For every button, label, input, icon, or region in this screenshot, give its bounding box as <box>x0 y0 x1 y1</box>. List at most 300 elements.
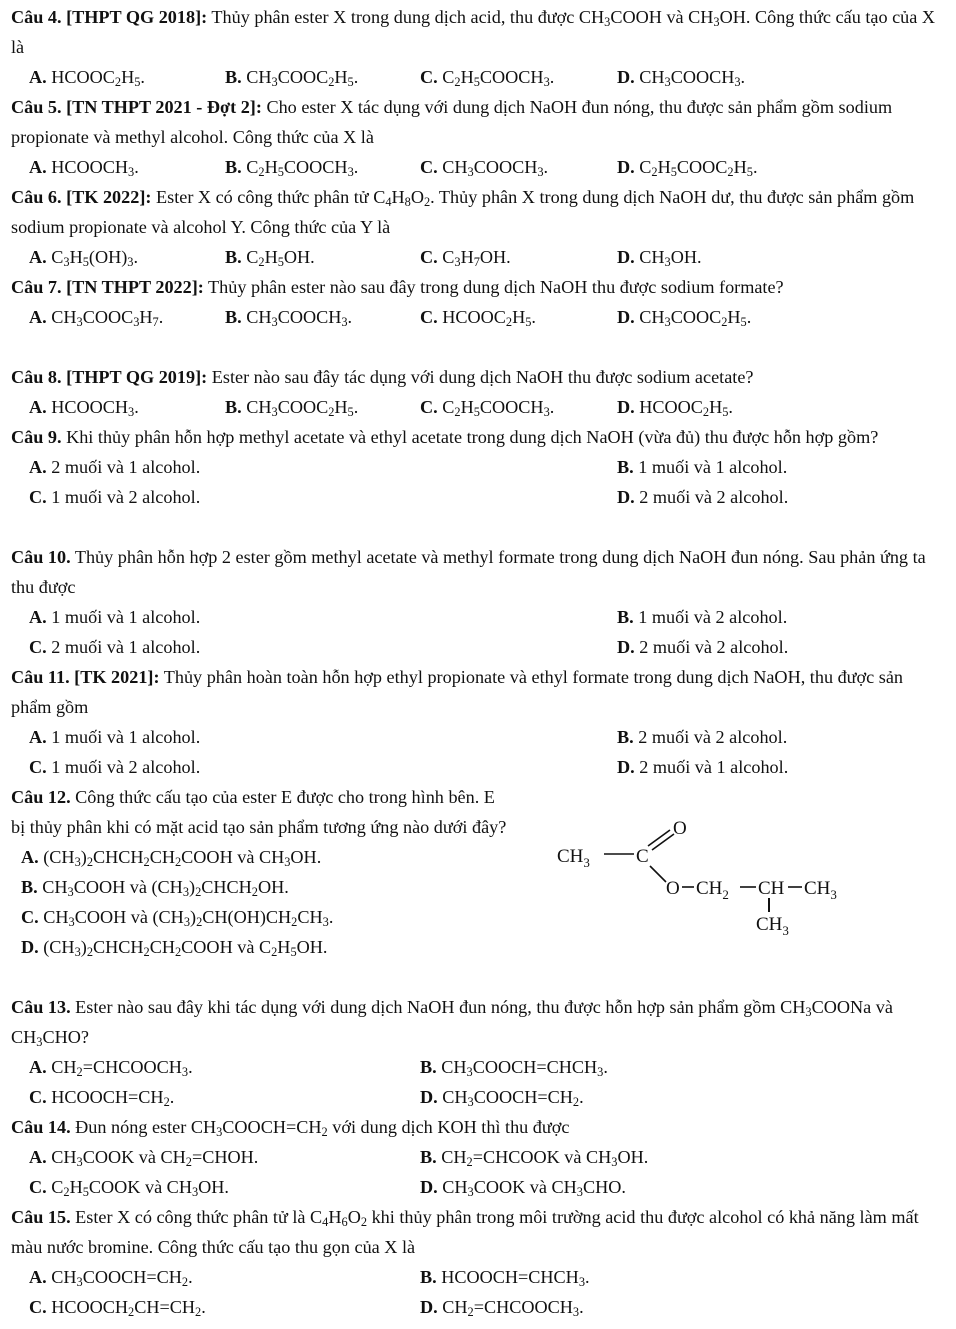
text-run: COOC <box>277 397 329 417</box>
text-run: H <box>512 307 526 327</box>
option-c[interactable] <box>29 482 200 512</box>
options-row <box>11 1052 941 1082</box>
option-b[interactable] <box>420 1052 608 1082</box>
text-run: CH <box>246 67 272 87</box>
text-run: OH. <box>670 247 702 267</box>
text-run: (OH) <box>88 247 128 267</box>
option-label: C. <box>29 757 47 777</box>
option-b[interactable] <box>617 602 787 632</box>
subscript: 5 <box>740 315 747 330</box>
text-run: khi thủy phân trong môi trường acid thu được alcohol có khả năng làm mất màu nước bromine. Công thức cấu tạo thu gọn của X là <box>11 1207 919 1257</box>
option-d[interactable] <box>617 152 757 182</box>
option-text <box>442 247 511 270</box>
option-a[interactable] <box>29 452 200 482</box>
text-run: COOCH <box>479 397 544 417</box>
text-run: 1 muối và 1 alcohol. <box>51 727 201 747</box>
subscript: 2 <box>454 405 461 420</box>
text-run: . <box>188 1267 193 1287</box>
subscript: 3 <box>127 255 134 270</box>
subscript: 2 <box>454 75 461 90</box>
text-run: COOH và C <box>181 937 272 957</box>
option-d[interactable] <box>420 1172 626 1202</box>
question-stem <box>11 92 941 152</box>
text-run: CH <box>149 847 175 867</box>
subscript: 3 <box>181 1065 189 1080</box>
question-stem <box>11 1202 941 1262</box>
option-label: D. <box>420 1297 438 1317</box>
subscript: 2 <box>143 855 150 870</box>
bond-c-o-double-1 <box>648 830 670 846</box>
option-d[interactable] <box>617 752 788 782</box>
option-label: D. <box>617 307 635 327</box>
option-label: D. <box>617 247 635 267</box>
question-stem <box>11 2 941 62</box>
subscript: 2 <box>258 255 265 270</box>
text-run: COOC <box>670 307 722 327</box>
subscript: 3 <box>572 1305 580 1320</box>
option-text <box>42 877 289 900</box>
subscript: 7 <box>473 255 480 270</box>
subscript: 3 <box>664 75 671 90</box>
text-run: . <box>579 1297 584 1317</box>
subscript: 2 <box>467 1305 474 1320</box>
subscript: 2 <box>466 1155 473 1170</box>
text-run: C <box>442 397 455 417</box>
subscript: 3 <box>183 915 190 930</box>
option-label: B. <box>617 727 634 747</box>
text-run: H <box>709 397 723 417</box>
text-run: . <box>579 1087 584 1107</box>
option-label: C. <box>420 397 438 417</box>
text-run: C <box>442 67 455 87</box>
question-heading: Câu 11. [TK 2021]: <box>11 667 160 687</box>
option-text <box>51 1267 193 1290</box>
subscript: 3 <box>467 1185 474 1200</box>
text-run: . <box>133 247 139 267</box>
options-row <box>11 722 941 752</box>
option-text <box>43 847 322 870</box>
text-run: Đun nóng ester CH <box>70 1117 217 1137</box>
text-run: OH. <box>283 247 315 267</box>
options-row <box>11 62 941 92</box>
option-label: B. <box>225 247 242 267</box>
option-d[interactable] <box>11 932 511 962</box>
option-a[interactable] <box>29 302 163 332</box>
subscript: 3 <box>734 75 741 90</box>
subscript: 5 <box>277 255 284 270</box>
options-row <box>11 842 511 872</box>
question-stem <box>11 272 941 302</box>
option-b[interactable] <box>225 242 315 272</box>
text-run: 2 muối và 2 alcohol. <box>639 487 789 507</box>
option-label: B. <box>617 457 634 477</box>
text-run: Cho ester X tác dụng với dung dịch NaOH đun nóng, thu được sản phẩm gồm sodium propionate và methyl alcohol. Công thức của X là <box>11 97 893 147</box>
subscript: 2 <box>271 945 278 960</box>
option-c[interactable] <box>420 152 548 182</box>
text-run: H <box>391 187 405 207</box>
option-b[interactable] <box>225 392 358 422</box>
subscript: 2 <box>195 1305 202 1320</box>
question-heading: Câu 9. <box>11 427 62 447</box>
option-text <box>442 1177 626 1200</box>
question-heading: Câu 4. [THPT QG 2018]: <box>11 7 208 27</box>
structure-ch3-branch: $CH_3$ <box>756 914 789 938</box>
text-run: CH <box>441 1057 467 1077</box>
subscript: 5 <box>347 75 354 90</box>
text-run: Ester nào sau đây tác dụng với dung dịch NaOH thu được sodium acetate? <box>207 367 754 387</box>
option-a[interactable] <box>29 1052 193 1082</box>
subscript: 5 <box>746 165 753 180</box>
option-label: C. <box>420 247 438 267</box>
option-c[interactable] <box>420 302 536 332</box>
text-run: 1 muối và 2 alcohol. <box>51 487 201 507</box>
option-c[interactable] <box>29 752 200 782</box>
option-d[interactable] <box>420 1082 584 1112</box>
subscript: 3 <box>36 1035 43 1050</box>
question-heading: Câu 7. [TN THPT 2022]: <box>11 277 204 297</box>
question-6 <box>11 182 941 272</box>
text-run: CHCH <box>201 877 252 897</box>
text-run: CH <box>639 307 665 327</box>
option-a[interactable] <box>11 842 511 872</box>
text-run: 1 muối và 1 alcohol. <box>638 457 788 477</box>
text-run: 1 muối và 1 alcohol. <box>51 607 201 627</box>
option-d[interactable] <box>420 1292 584 1322</box>
option-label: D. <box>617 157 635 177</box>
option-text <box>51 1087 175 1110</box>
subscript: 2 <box>258 165 265 180</box>
subscript: 5 <box>347 405 354 420</box>
subscript: 5 <box>525 315 532 330</box>
structure-carbon: C <box>636 846 649 867</box>
subscript: 3 <box>271 315 278 330</box>
subscript: 5 <box>277 165 284 180</box>
text-run: CHO? <box>42 1027 89 1047</box>
option-b[interactable] <box>225 62 358 92</box>
option-label: B. <box>21 877 38 897</box>
option-text <box>639 487 788 507</box>
subscript: 3 <box>271 405 278 420</box>
option-label: D. <box>617 67 635 87</box>
option-b[interactable] <box>617 722 787 752</box>
option-label: A. <box>29 1147 47 1167</box>
question-stem <box>11 662 941 722</box>
text-run: H <box>264 247 278 267</box>
option-c[interactable] <box>29 1172 229 1202</box>
option-b[interactable] <box>420 1262 590 1292</box>
text-run: CHO. <box>582 1177 626 1197</box>
option-label: A. <box>29 157 47 177</box>
option-label: A. <box>29 247 47 267</box>
subscript: 3 <box>76 315 83 330</box>
text-run: C <box>51 247 64 267</box>
option-text <box>51 1147 259 1170</box>
text-run: COOK và CH <box>88 1177 192 1197</box>
subscript: 2 <box>63 1185 70 1200</box>
subscript: 3 <box>68 915 75 930</box>
text-run: OH. <box>617 1147 649 1167</box>
subscript: 3 <box>604 15 611 30</box>
text-run: H <box>733 157 747 177</box>
subscript: 2 <box>321 1125 328 1140</box>
text-run: H <box>139 307 153 327</box>
option-text <box>441 1267 590 1290</box>
option-label: A. <box>29 727 47 747</box>
subscript: 2 <box>572 1095 580 1110</box>
text-run: H <box>657 157 671 177</box>
option-text <box>246 157 359 180</box>
option-text <box>639 397 733 420</box>
text-run: COOC <box>277 67 329 87</box>
text-run: COOK và CH <box>473 1177 577 1197</box>
subscript: 2 <box>86 945 93 960</box>
option-label: C. <box>29 1177 47 1197</box>
text-run: . <box>134 397 139 417</box>
options-row <box>11 242 941 272</box>
subscript: 2 <box>328 75 335 90</box>
options-row <box>11 392 941 422</box>
subscript: 3 <box>191 1185 199 1200</box>
option-c[interactable] <box>29 1292 206 1322</box>
option-c[interactable] <box>420 392 554 422</box>
option-text <box>246 67 359 90</box>
question-stem <box>11 362 941 392</box>
question-5 <box>11 92 941 182</box>
text-run: Ester X có công thức phân tử C <box>151 187 386 207</box>
text-run: . <box>549 67 555 87</box>
text-run: COOH và CH <box>181 847 285 867</box>
text-run: Khi thủy phân hỗn hợp methyl acetate và ethyl acetate trong dung dịch NaOH (vừa đủ) thu được hỗn hợp gồm? <box>61 427 879 447</box>
subscript: 3 <box>611 1155 618 1170</box>
option-label: C. <box>29 1297 47 1317</box>
text-run: CH <box>442 1297 468 1317</box>
option-text <box>51 757 200 777</box>
text-run: CH <box>51 1267 77 1287</box>
question-stem <box>11 1112 941 1142</box>
text-run: ) <box>80 847 87 867</box>
option-text <box>639 637 788 657</box>
text-run: CH <box>51 1057 77 1077</box>
subscript: 5 <box>134 75 141 90</box>
option-a[interactable] <box>29 722 200 752</box>
text-run: =CHCOOK và CH <box>472 1147 612 1167</box>
text-run: COONa và CH <box>11 997 893 1047</box>
text-run: C <box>442 247 455 267</box>
subscript: 5 <box>722 405 729 420</box>
question-heading: Câu 13. <box>11 997 71 1017</box>
option-text <box>639 307 752 330</box>
option-a[interactable] <box>29 392 139 422</box>
option-b[interactable] <box>11 872 511 902</box>
subscript: 3 <box>454 255 461 270</box>
text-run: COOC <box>82 307 134 327</box>
text-run: 2 muối và 2 alcohol. <box>639 637 789 657</box>
text-run: COOC <box>676 157 728 177</box>
subscript: 3 <box>543 75 550 90</box>
text-run: H <box>69 1177 83 1197</box>
subscript: 2 <box>163 1095 170 1110</box>
subscript: 4 <box>322 1215 329 1230</box>
option-d[interactable] <box>617 242 702 272</box>
option-c[interactable] <box>420 242 511 272</box>
text-run: C <box>246 157 259 177</box>
option-c[interactable] <box>29 632 200 662</box>
text-run: CH <box>441 1147 467 1167</box>
text-run: HCOOCH <box>51 397 129 417</box>
option-label: B. <box>225 397 242 417</box>
subscript: 5 <box>473 75 480 90</box>
question-7 <box>11 272 941 332</box>
option-d[interactable] <box>617 302 751 332</box>
text-run: H <box>460 67 474 87</box>
question-14 <box>11 1112 941 1202</box>
option-text <box>51 1057 193 1080</box>
text-run: OH. <box>257 877 289 897</box>
option-text <box>246 247 315 270</box>
text-run: HCOOCH <box>51 1297 129 1317</box>
option-d[interactable] <box>617 62 745 92</box>
option-a[interactable] <box>29 62 145 92</box>
text-run: CH <box>442 157 468 177</box>
text-run: . <box>728 397 733 417</box>
subscript: 3 <box>74 945 81 960</box>
text-run: H <box>727 307 741 327</box>
text-run: OH. <box>290 847 322 867</box>
option-text <box>51 607 200 627</box>
option-text <box>442 1297 584 1320</box>
option-text <box>638 607 787 627</box>
subscript: 2 <box>251 885 258 900</box>
subscript: 3 <box>271 75 278 90</box>
text-run: . <box>353 157 359 177</box>
option-text <box>43 937 328 960</box>
text-run: O <box>347 1207 361 1227</box>
text-run: H <box>334 397 348 417</box>
subscript: 3 <box>128 165 135 180</box>
option-text <box>442 1087 584 1110</box>
text-run: HCOOCH <box>51 157 129 177</box>
text-run: CH <box>246 307 272 327</box>
text-run: H <box>69 247 83 267</box>
subscript: 2 <box>702 405 710 420</box>
text-run: . <box>169 1087 175 1107</box>
subscript: 3 <box>466 1065 473 1080</box>
subscript: 5 <box>473 405 480 420</box>
options-row <box>11 1292 941 1322</box>
options-row <box>11 752 941 782</box>
option-b[interactable] <box>225 302 352 332</box>
subscript: 3 <box>128 405 135 420</box>
text-run: . <box>549 397 555 417</box>
text-run: OH. <box>198 1177 229 1197</box>
option-label: B. <box>420 1267 437 1287</box>
option-a[interactable] <box>29 1142 258 1172</box>
option-text <box>51 487 200 507</box>
options-row <box>11 902 511 932</box>
option-c[interactable] <box>29 1082 174 1112</box>
text-run: CH <box>639 67 665 87</box>
text-run: =CHOH. <box>191 1147 259 1167</box>
text-run: Thủy phân hoàn toàn hỗn hợp ethyl propionate và ethyl formate trong dung dịch NaOH, thu được sản phẩm gồm <box>11 667 904 717</box>
options-row <box>11 482 941 512</box>
text-run: . Thủy phân X trong dung dịch NaOH dư, thu được sản phẩm gồm sodium propionate và alcohol Y. Công thức của Y là <box>11 187 915 237</box>
option-c[interactable] <box>11 902 511 932</box>
subscript: 3 <box>467 1095 474 1110</box>
text-run: CH <box>42 877 68 897</box>
text-run: Thủy phân hỗn hợp 2 ester gồm methyl acetate và methyl formate trong dung dịch NaOH đun nóng. Sau phản ứng ta thu được <box>11 547 926 597</box>
subscript: 2 <box>195 885 202 900</box>
text-run: COOCH=CHCH <box>472 1057 598 1077</box>
text-run: 2 muối và 1 alcohol. <box>639 757 789 777</box>
text-run: CH <box>43 907 69 927</box>
option-d[interactable] <box>617 632 788 662</box>
subscript: 2 <box>721 315 728 330</box>
option-label: A. <box>29 307 47 327</box>
option-d[interactable] <box>617 392 733 422</box>
question-heading: Câu 10. <box>11 547 71 567</box>
option-a[interactable] <box>29 602 200 632</box>
option-a[interactable] <box>29 242 138 272</box>
text-run: H <box>460 247 474 267</box>
text-run: ) <box>189 877 196 897</box>
option-a[interactable] <box>29 1262 193 1292</box>
subscript: 3 <box>347 165 354 180</box>
subscript: 3 <box>284 855 291 870</box>
question-9 <box>11 422 941 512</box>
option-d[interactable] <box>617 482 788 512</box>
option-label: D. <box>617 487 635 507</box>
text-run: C <box>246 247 259 267</box>
option-label: D. <box>617 397 635 417</box>
option-text <box>639 247 702 270</box>
subscript: 3 <box>805 1005 812 1020</box>
option-a[interactable] <box>29 152 139 182</box>
subscript: 6 <box>341 1215 348 1230</box>
text-run: . <box>328 907 334 927</box>
text-run: COOCH <box>473 157 538 177</box>
subscript: 2 <box>360 1215 368 1230</box>
subscript: 3 <box>578 1275 586 1290</box>
option-text <box>638 727 787 747</box>
text-run: CHCH <box>93 937 144 957</box>
question-13 <box>11 992 941 1112</box>
subscript: 3 <box>76 1275 83 1290</box>
subscript: 2 <box>76 1065 83 1080</box>
text-run: (CH <box>43 937 75 957</box>
text-run: . <box>140 67 145 87</box>
option-c[interactable] <box>420 62 554 92</box>
text-run: CH <box>297 907 323 927</box>
text-run: 1 muối và 2 alcohol. <box>638 607 788 627</box>
text-run: với dung dịch KOH thì thu được <box>327 1117 570 1137</box>
subscript: 3 <box>67 885 74 900</box>
text-run: H <box>328 1207 342 1227</box>
option-label: A. <box>29 457 47 477</box>
option-b[interactable] <box>617 452 787 482</box>
option-text <box>639 757 788 777</box>
options-row <box>11 152 941 182</box>
option-text <box>51 307 164 330</box>
text-run: COOCH <box>277 307 342 327</box>
subscript: 3 <box>713 15 720 30</box>
option-b[interactable] <box>420 1142 648 1172</box>
option-text <box>51 1297 206 1320</box>
question-8 <box>11 362 941 422</box>
option-b[interactable] <box>225 152 358 182</box>
text-run: CHCH <box>93 847 144 867</box>
subscript: 3 <box>74 855 81 870</box>
subscript: 3 <box>63 255 70 270</box>
